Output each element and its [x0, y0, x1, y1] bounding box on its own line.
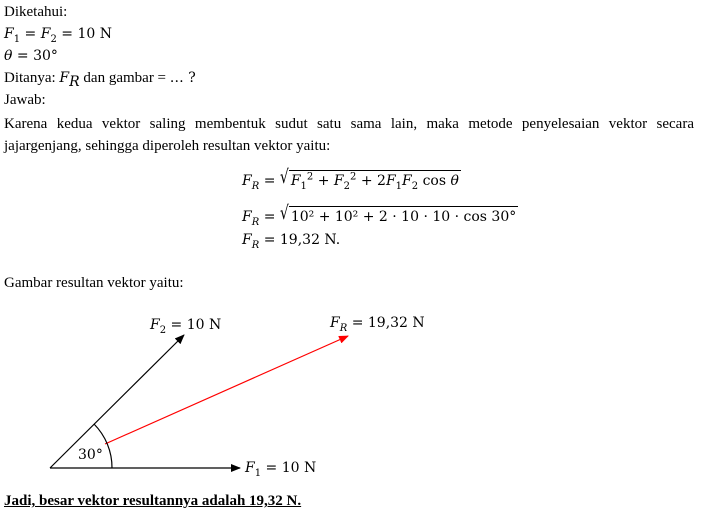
given-heading: Diketahui: [4, 4, 68, 20]
equation-2: $F_R$ = √ 10² + 10² + 2 · 10 · 10 · cos 30° [242, 203, 517, 228]
f2-label: $F_2 = 10$ N [150, 317, 222, 336]
explanation-paragraph: Karena kedua vektor saling membentuk sudut satu sama lain, maka metode penyelesaian vektor secara jajargenjang, sehingga diperoleh resultan vektor yaitu: [4, 116, 694, 154]
fr-value: = 19,32 N [351, 315, 425, 331]
theta-symbol: θ [4, 48, 13, 64]
equation-3-value: 19,32 N. [279, 232, 341, 248]
f2-value: = 10 N [170, 317, 222, 333]
equation-2-radicand: 10² + 10² + 2 · 10 · 10 · cos 30° [289, 206, 518, 226]
given-force-value: = 10 N [61, 26, 112, 42]
given-forces: $F_1 = F_2 = 10$ N [4, 26, 112, 45]
answer-heading: Jawab: [4, 92, 46, 108]
question-suffix: dan gambar = [83, 70, 167, 86]
vector-f2-arrow [50, 335, 184, 468]
theta-value: = 30° [16, 48, 58, 64]
angle-label: 30° [78, 447, 103, 463]
question-line: Ditanya: $F_R$ dan gambar = … ? [4, 70, 196, 90]
equation-1: $F_R$ = √ $F_1^2 + F_2^2 + 2F_1F_2$ cos θ [242, 167, 459, 192]
fr-label: $F_R = 19,32$ N [330, 315, 425, 334]
question-ellipsis: … ? [169, 70, 196, 86]
conclusion: Jadi, besar vektor resultannya adalah 19,32 N. [4, 493, 302, 509]
f1-value: = 10 N [265, 460, 317, 476]
vector-fr-arrow [105, 336, 348, 444]
f1-label: $F_1 = 10$ N [245, 460, 317, 479]
diagram-intro: Gambar resultan vektor yaitu: [4, 275, 184, 291]
question-prefix: Ditanya: [4, 70, 56, 86]
equation-3: $F_R = 19,32$ N. [242, 232, 341, 251]
